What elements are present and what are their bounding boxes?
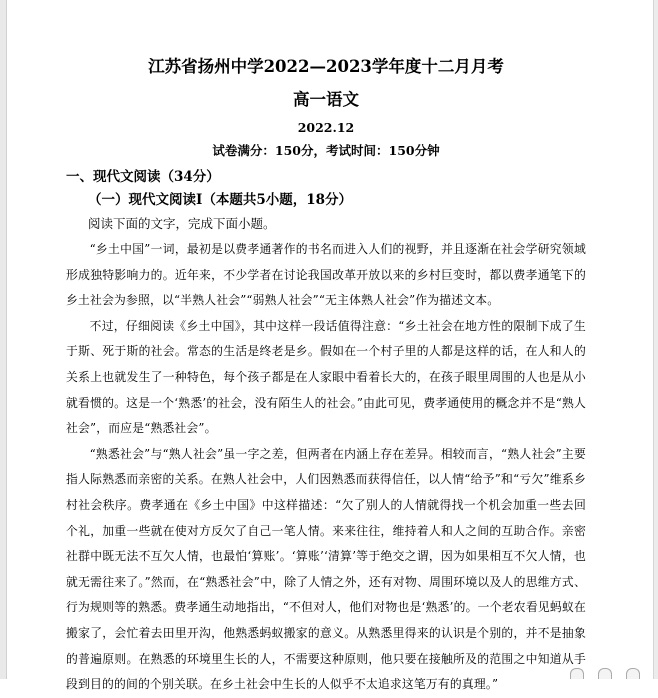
exam-info: 试卷满分：150分，考试时间：150分钟 xyxy=(212,143,440,158)
subsection-heading: （一）现代文阅读Ⅰ（本题共5小题，18分） xyxy=(88,192,352,208)
subject-title: 高一语文 xyxy=(293,90,359,109)
exam-date: 2022.12 xyxy=(297,120,355,135)
exam-title: 江苏省扬州中学2022—2023学年度十二月月考 xyxy=(148,57,504,76)
passage-paragraph: “熟悉社会”与“熟人社会”虽一字之差，但两者在内涵上存在差异。相较而言，“熟人社会”主要指人际熟悉而亲密的关系。在熟人社会中，人们因熟悉而获得信任，以人情“给予”和“亏欠”维系乡村社会秩序。费孝通在《乡土中国》中这样描述：“欠了别人的人情就得找一个机会加重一些去回个礼，加重一些就在使对方反欠了自己一笔人情。来来往往，维持着人和人之间的互助合作。亲密社群中既无法不互欠人情，也最怕‘算账’。‘算账’‘清算’等于绝交之谓，因为如果相互不欠人情，也就无需往来了。”然而，在“熟悉社会”中，除了人情之外，还有对物、周围环境以及人的思维方式、行为规则等的熟悉。费孝通生动地指出，“不但对人，他们对物也是‘熟悉’的。一个老农看见蚂蚁在搬家了，会忙着去田里开沟，他熟悉蚂蚁搬家的意义。从熟悉里得来的认识是个别的，并不是抽象的普遍原则。在熟悉的环境里生长的人，不需要这种原则，他只要在接触所及的范围之中知道从手段到目的的间的个别关联。在乡土社会中生长的人似乎不太追求这笔万有的真理。” xyxy=(66,446,586,692)
section-heading: 一、现代文阅读（34分） xyxy=(66,169,220,185)
page-left-edge xyxy=(0,0,7,679)
passage-paragraph: 不过，仔细阅读《乡土中国》，其中这样一段话值得注意：“乡土社会在地方性的限制下成了生于斯、死于斯的社会。常态的生活是终老是乡。假如在一个村子里的人都是这样的话，在人和人的关系上也就发生了一种特色，每个孩子都是在人家眼中看着长大的，在孩子眼里周围的人也是从小就看惯的。这是一个‘熟悉’的社会，没有陌生人的社会。”由此可见，费孝通使用的概念并不是“熟人社会”，而应是“熟悉社会”。 xyxy=(66,318,586,436)
reading-passage xyxy=(66,237,586,698)
page-right-edge xyxy=(653,0,658,679)
toolbar-icon[interactable] xyxy=(570,668,584,679)
toolbar-icon[interactable] xyxy=(626,668,640,679)
reading-instruction: 阅读下面的文字，完成下面小题。 xyxy=(88,216,276,231)
passage-paragraph: “乡土中国”一词，最初是以费孝通著作的书名而进入人们的视野，并且逐渐在社会学研究领域形成独特影响力的。近年来，不少学者在讨论我国改革开放以来的乡村巨变时，都以费孝通笔下的乡土社会为参照，以“半熟人社会”“弱熟人社会”“无主体熟人社会”作为描述文本。 xyxy=(66,242,586,308)
toolbar-icon[interactable] xyxy=(598,668,612,679)
viewer-toolbar-peek xyxy=(570,667,640,679)
